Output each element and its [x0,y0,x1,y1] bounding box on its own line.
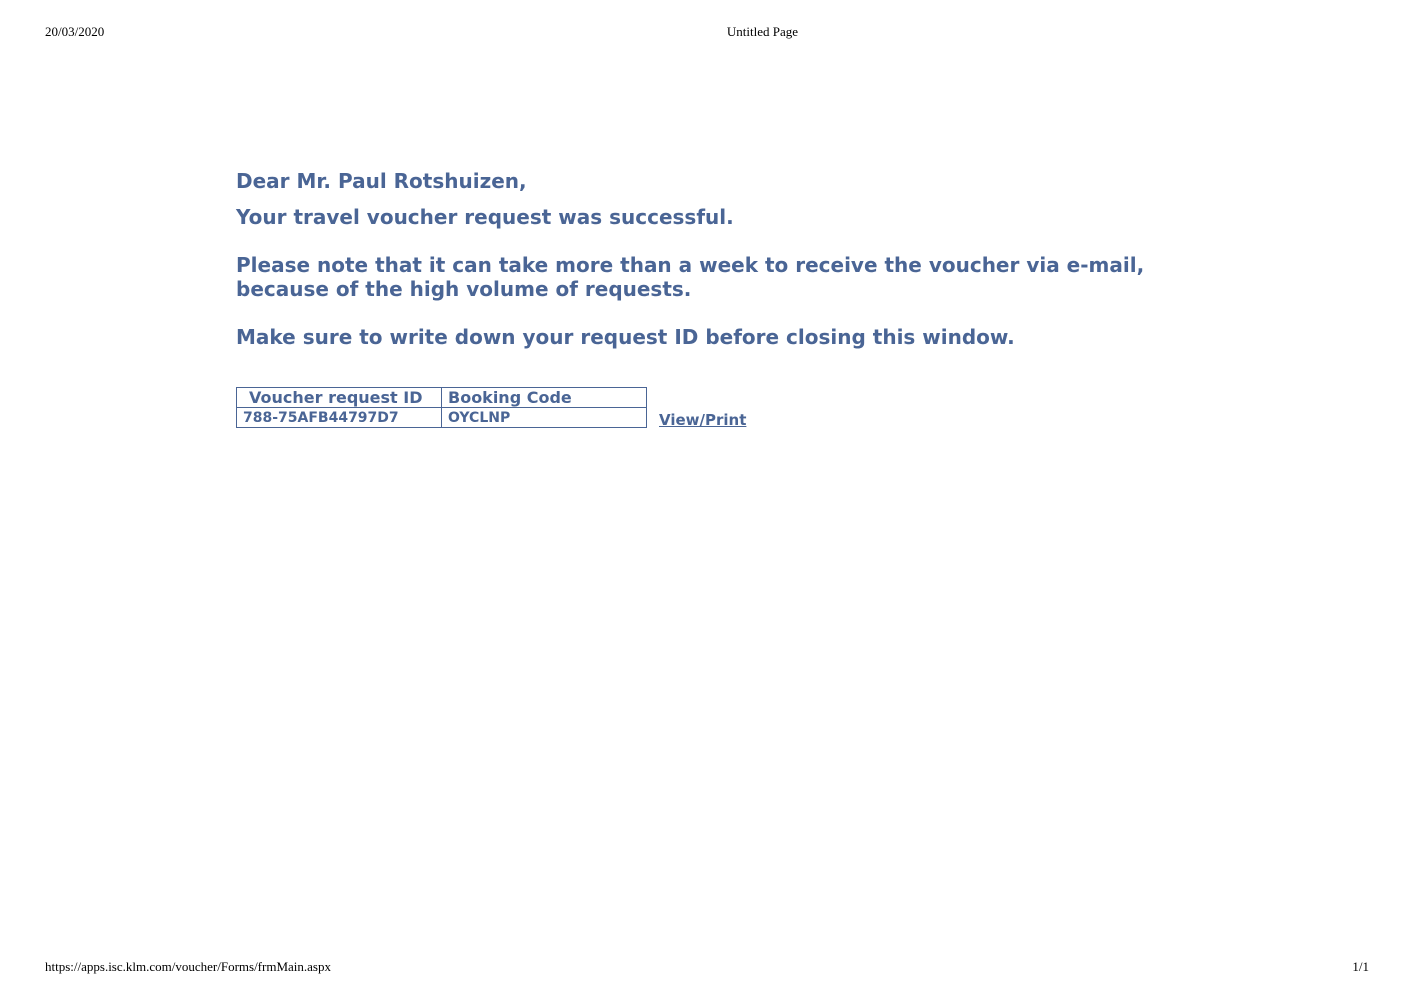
delivery-note-line1: Please note that it can take more than a week to receive the voucher via e-mail, [236,253,1145,277]
booking-code-value: OYCLNP [442,408,647,428]
greeting-text: Dear Mr. Paul Rotshuizen, [236,169,527,193]
print-footer [0,959,1413,979]
print-date: 20/03/2020 [45,24,105,39]
header-booking-code: Booking Code [442,388,647,408]
reminder-message: Make sure to write down your request ID before closing this window. [236,325,1015,349]
table-header-row [237,388,647,408]
delivery-note [236,253,1196,301]
view-print-link[interactable]: View/Print [659,411,747,429]
print-url: https://apps.isc.klm.com/voucher/Forms/frmMain.aspx [45,959,331,974]
print-header [0,24,1413,44]
success-message: Your travel voucher request was successful. [236,205,734,229]
print-page-title: Untitled Page [726,24,799,39]
header-voucher-request-id: Voucher request ID [237,388,442,408]
table-row [237,408,647,428]
print-page-number: 1/1 [1352,959,1369,974]
voucher-table [236,387,647,428]
delivery-note-line2: because of the high volume of requests. [236,277,692,301]
voucher-request-id-value: 788-75AFB44797D7 [237,408,442,428]
